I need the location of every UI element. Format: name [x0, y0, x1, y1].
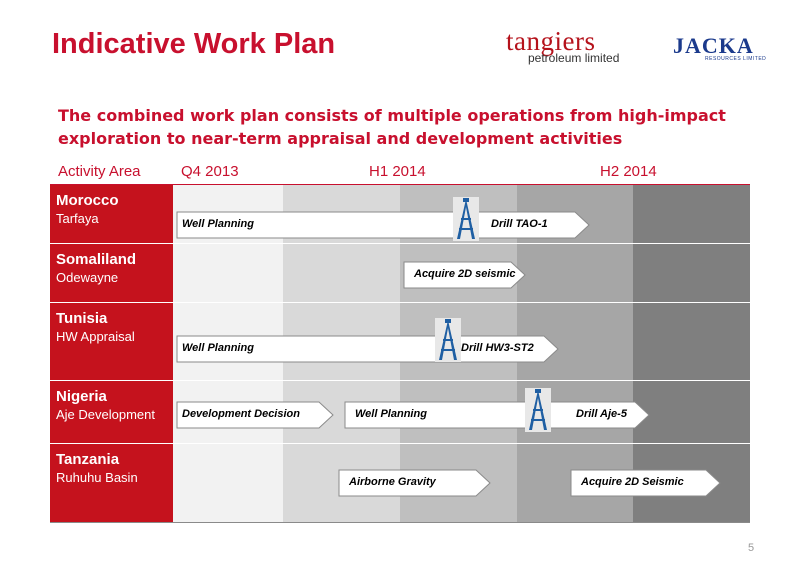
activity-label: Drill TAO-1 [491, 218, 548, 230]
area-cell-somaliland [50, 244, 173, 302]
page-title: Indicative Work Plan [52, 28, 336, 60]
activity-arrow-somaliland [404, 262, 525, 288]
area-name: Nigeria [56, 388, 107, 405]
row-divider [50, 380, 750, 381]
activity-label: Well Planning [182, 342, 254, 354]
area-name: Somaliland [56, 251, 137, 268]
jacka-logo-subtext: RESOURCES LIMITED [705, 56, 767, 62]
row-divider [50, 443, 750, 444]
activity-arrow-nigeria-drill [345, 402, 649, 428]
table-bottom-border [50, 522, 750, 523]
activity-label: Well Planning [182, 218, 254, 230]
activity-arrow-tanzania-gravity [339, 470, 490, 496]
activity-label: Development Decision [182, 408, 300, 420]
drilling-rig-icon [453, 197, 479, 241]
activity-label: Drill Aje-5 [576, 408, 627, 420]
area-subname: Tarfaya [56, 211, 99, 226]
row-divider [50, 243, 750, 244]
activity-arrow-tanzania-seismic [571, 470, 720, 496]
header-activity-area: Activity Area [58, 163, 141, 180]
activity-label: Acquire 2D seismic [414, 268, 516, 280]
page-number: 5 [748, 542, 755, 554]
jacka-logo: JACKA [673, 33, 754, 58]
activity-arrow-nigeria-decision [177, 402, 333, 428]
area-cell-tunisia [50, 303, 173, 380]
area-cell-nigeria [50, 381, 173, 443]
header-q4-2013: Q4 2013 [181, 163, 239, 180]
drilling-rig-icon [435, 318, 461, 362]
area-cell-morocco [50, 185, 173, 243]
header-h2-2014: H2 2014 [600, 163, 657, 180]
header-h1-2014: H1 2014 [369, 163, 426, 180]
tangiers-logo-text: tangiers [506, 26, 596, 56]
area-subname: Aje Development [56, 407, 155, 422]
activity-label: Acquire 2D Seismic [581, 476, 684, 488]
activity-label: Well Planning [355, 408, 427, 420]
activity-arrow-tunisia [177, 336, 558, 362]
activity-label: Airborne Gravity [349, 476, 436, 488]
tangiers-logo [506, 26, 620, 65]
tangiers-logo-subtext: petroleum limited [528, 51, 620, 65]
area-subname: Ruhuhu Basin [56, 470, 138, 485]
activity-arrow-morocco [177, 212, 589, 238]
slide-subtitle: The combined work plan consists of multiple operations from high-impact exploration to near-term appraisal and development activities [58, 106, 726, 148]
area-name: Tunisia [56, 310, 108, 327]
drilling-rig-icon [525, 388, 551, 432]
area-subname: HW Appraisal [56, 329, 135, 344]
row-divider [50, 302, 750, 303]
activity-label: Drill HW3-ST2 [461, 342, 534, 354]
area-subname: Odewayne [56, 270, 119, 285]
area-name: Tanzania [56, 451, 120, 468]
area-name: Morocco [56, 192, 119, 209]
area-cell-tanzania [50, 444, 173, 522]
